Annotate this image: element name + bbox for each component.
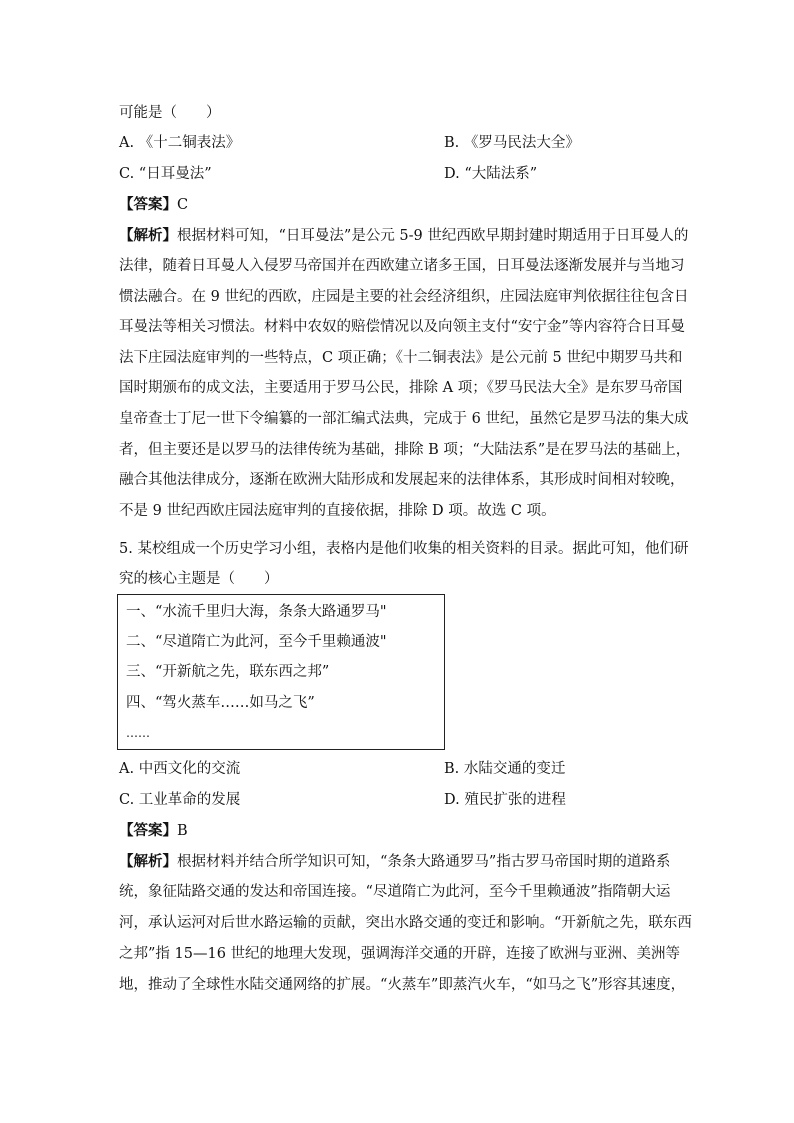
- q4-analysis-line-3: 耳曼法等相关习惯法。材料中农奴的赔偿情况以及向领主支付“安宁金”等内容符合日耳曼: [119, 319, 685, 335]
- q5-table-row-2: 三、“开新航之先，联东西之邦”: [126, 664, 330, 680]
- q5-option-d: D. 殖民扩张的进程: [444, 792, 566, 808]
- q5-analysis-line-2: 河，承认运河对后世水路运输的贡献，突出水路交通的变迁和影响。“开新航之先，联东西: [119, 915, 692, 931]
- q4-option-c: C. “日耳曼法”: [119, 166, 212, 182]
- q4-stem-tail: 可能是（ ）: [119, 105, 221, 121]
- q4-analysis-line-7: 者，但主要还是以罗马的法律传统为基础，排除 B 项；“大陆法系”是在罗马法的基础上，: [119, 442, 691, 458]
- q5-answer-label: 【答案】: [119, 823, 177, 839]
- q5-analysis-line-1: 统，象征陆路交通的发达和帝国连接。“尽道隋亡为此河，至今千里赖通波”指隋朝大运: [119, 884, 671, 900]
- q5-analysis-label: 【解析】: [119, 854, 177, 870]
- q5-table-row-0: 一、“水流千里归大海，条条大路通罗马": [126, 604, 387, 620]
- q5-analysis-line-4: 地，推动了全球性水陆交通网络的扩展。“火蒸车”即蒸汽火车，“如马之飞”形容其速度，: [119, 977, 686, 993]
- q4-answer: [119, 195, 188, 215]
- q5-option-c: C. 工业革命的发展: [119, 792, 241, 808]
- q4-analysis-line-0: [119, 226, 688, 246]
- q4-analysis-line-2: 惯法融合。在 9 世纪的西欧，庄园是主要的社会经济组织，庄园法庭审判依据往往包含日: [119, 289, 689, 305]
- q4-analysis-line-5: 国时期颁布的成文法，主要适用于罗马公民，排除 A 项；《罗马民法大全》是东罗马帝国: [119, 380, 683, 396]
- q5-table-row-3: 四、“驾火蒸车……如马之飞”: [126, 695, 315, 711]
- q4-analysis-line-1: 法律，随着日耳曼人入侵罗马帝国并在西欧建立诸多王国，日耳曼法逐渐发展并与当地习: [119, 258, 685, 274]
- q5-stem-line-1: 究的核心主题是（ ）: [119, 571, 279, 587]
- q4-answer-label: 【答案】: [119, 197, 177, 213]
- q4-analysis-text-0: 根据材料可知，“日耳曼法”是公元 5-9 世纪西欧早期封建时期适用于日耳曼人的: [177, 228, 689, 244]
- q4-option-a: A. 《十二铜表法》: [119, 135, 241, 151]
- q5-analysis-line-0: [119, 852, 670, 872]
- q5-material-table: [117, 594, 445, 750]
- q4-analysis-label: 【解析】: [119, 228, 177, 244]
- q4-analysis-line-8: 融合其他法律成分，逐渐在欧洲大陆形成和发展起来的法律体系，其形成时间相对较晚，: [119, 472, 685, 488]
- q5-table-row-1: 二、“尽道隋亡为此河，至今千里赖通波": [126, 634, 387, 650]
- q5-answer-value: B: [177, 823, 188, 839]
- q5-analysis-text-0: 根据材料并结合所学知识可知，“条条大路通罗马”指古罗马帝国时期的道路系: [177, 854, 671, 870]
- q4-analysis-line-9: 不是 9 世纪西欧庄园法庭审判的直接依据，排除 D 项。故选 C 项。: [119, 503, 556, 519]
- q4-answer-value: C: [177, 197, 189, 213]
- q5-table-row-4: ……: [126, 726, 150, 740]
- q5-stem-line-0: 5. 某校组成一个历史学习小组，表格内是他们收集的相关资料的目录。据此可知，他们研: [119, 541, 689, 557]
- q4-option-b: B. 《罗马民法大全》: [444, 135, 580, 151]
- q4-option-d: D. “大陆法系”: [444, 166, 538, 182]
- q4-analysis-line-6: 皇帝查士丁尼一世下令编纂的一部汇编式法典，完成于 6 世纪，虽然它是罗马法的集大成: [119, 411, 689, 427]
- q5-answer: [119, 821, 188, 841]
- q5-analysis-line-3: 之邦”指 15—16 世纪的地理大发现，强调海洋交通的开辟，连接了欧洲与亚洲、美洲等: [119, 946, 681, 962]
- q5-option-a: A. 中西文化的交流: [119, 761, 241, 777]
- q5-option-b: B. 水陆交通的变迁: [444, 761, 566, 777]
- q4-analysis-line-4: 法下庄园法庭审判的一些特点，C 项正确；《十二铜表法》是公元前 5 世纪中期罗马共和: [119, 350, 683, 366]
